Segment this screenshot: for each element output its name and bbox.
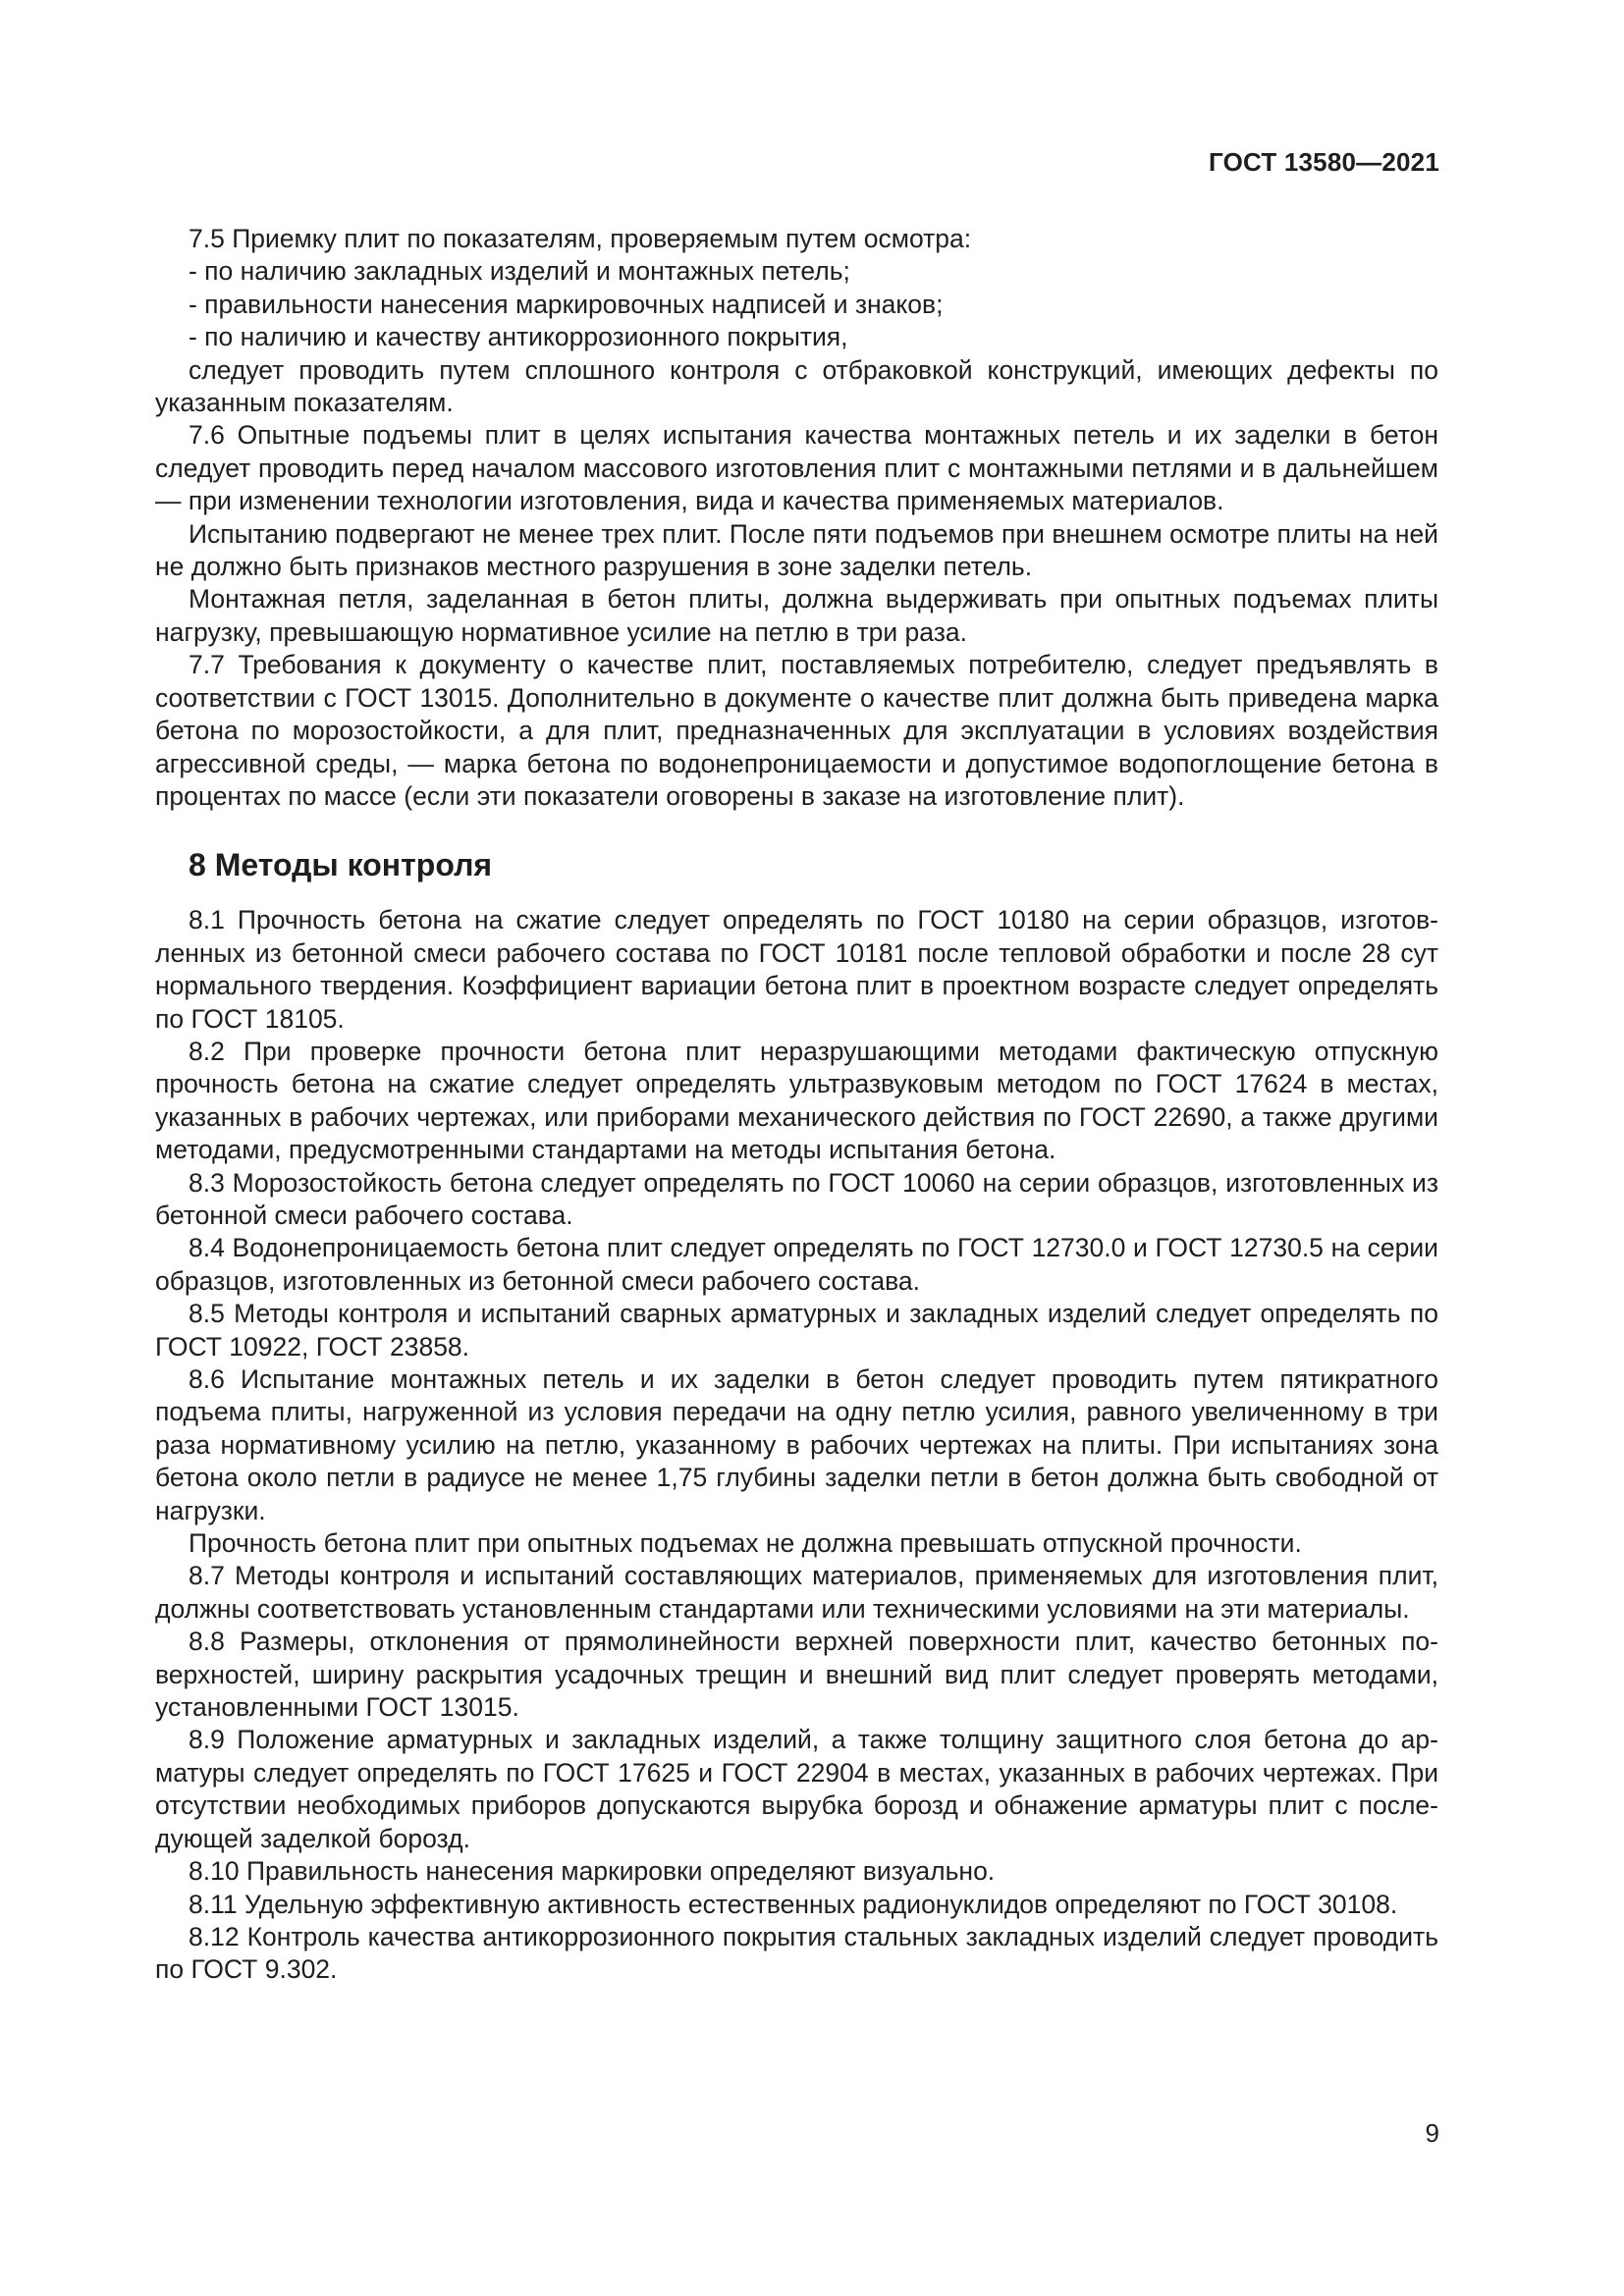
paragraph-8-6-b: Прочность бетона плит при опытных подъемах не должна превышать отпускной прочности. — [189, 1528, 1302, 1559]
paragraph-8-2: 8.2 При проверке прочности бетона плит неразрушающими методами фактическую отпускную прочность бетона на сжатие следует определять ультразвуковым методом по ГОСТ 17624 в местах, указанных в рабочих чертежах, или приборами механического действия по ГОСТ 22690, а также другими методами, предусмотренными стандартами на методы испытания бетона. — [155, 1036, 1438, 1165]
paragraph-8-6: 8.6 Испытание монтажных петель и их заделки в бетон следует проводить путем пятикратного подъема плиты, нагруженной из условия передачи на одну петлю усилия, равного увеличенному в три раза нормативному усилию на петлю, указанному в рабочих чертежах на плиты. При испытаниях зона бетона около петли в радиусе не менее 1,75 глубины заделки петли в бетон должна быть свободной от нагрузки. — [155, 1364, 1438, 1525]
paragraph-8-8: 8.8 Размеры, отклонения от прямолинейности верхней поверхности плит, качество бетонных поверхностей, ширину раскрытия усадочных трещин и внешний вид плит следует проверять методами, установленными ГОСТ 13015. — [155, 1627, 1438, 1723]
paragraph-8-1: 8.1 Прочность бетона на сжатие следует определять по ГОСТ 10180 на серии образцов, изготовленных из бетонной смеси рабочего состава по ГОСТ 10181 после тепловой обработки и после 28 сут нормального твердения. Коэффициент вариации бетона плит в проектном возрасте следует определять по ГОСТ 18105. — [155, 905, 1438, 1034]
paragraph-8-9: 8.9 Положение арматурных и закладных изделий, а также толщину защитного слоя бетона до арматуры следует определять по ГОСТ 17625 и ГОСТ 22904 в местах, указанных в рабочих чертежах. При отсутствии необходимых приборов допускаются вырубка борозд и обнажение арматуры плит с последующей заделкой борозд. — [155, 1725, 1438, 1853]
paragraph-8-7: 8.7 Методы контроля и испытаний составляющих материалов, применяемых для изготовления плит, должны соответствовать установленным стандартами или техническими условиями на эти материалы. — [155, 1561, 1438, 1624]
paragraph-7-6-c: Монтажная петля, заделанная в бетон плиты, должна выдерживать при опытных подъемах плиты нагрузку, превышающую нормативное усилие на петлю в три раза. — [155, 584, 1438, 647]
paragraph-8-11: 8.11 Удельную эффективную активность естественных радионуклидов определяют по ГОСТ 30108. — [189, 1889, 1398, 1919]
paragraph-8-3: 8.3 Морозостойкость бетона следует определять по ГОСТ 10060 на серии образцов, изготовленных из бетонной смеси рабочего состава. — [155, 1167, 1438, 1230]
paragraph-7-6: 7.6 Опытные подъемы плит в целях испытания качества монтажных петель и их заделки в бетон следует проводить перед началом массового изготовления плит с монтажными петлями и в дальнейшем — при изменении технологии изготовления, вида и качества применяемых материалов. — [155, 420, 1438, 516]
paragraph-8-4: 8.4 Водонепроницаемость бетона плит следует определять по ГОСТ 12730.0 и ГОСТ 12730.5 на серии образцов, изготовленных из бетонной смеси рабочего состава. — [155, 1233, 1438, 1296]
paragraph-8-5: 8.5 Методы контроля и испытаний сварных арматурных и закладных изделий следует определять по ГОСТ 10922, ГОСТ 23858. — [155, 1299, 1438, 1362]
paragraph-7-7: 7.7 Требования к документу о качестве плит, поставляемых потребителю, следует предъявлять в соответствии с ГОСТ 13015. Дополнительно в документе о качестве плит должна быть приведена марка бетона по морозостойкости, а для плит, предназначенных для эксплуатации в условиях воздействия агрессивной среды, — марка бетона по водонепроницаемости и допустимое водопоглощение бетона в процентах по массе (если эти показатели оговорены в заказе на изготовление плит). — [155, 650, 1438, 811]
list-item: - по наличию закладных изделий и монтажных петель; — [189, 256, 850, 287]
list-item: - правильности нанесения маркировочных надписей и знаков; — [189, 289, 944, 319]
paragraph-8-12: 8.12 Контроль качества антикоррозионного покрытия стальных закладных изделий следует проводить по ГОСТ 9.302. — [155, 1921, 1438, 1985]
paragraph-7-6-b: Испытанию подвергают не менее трех плит. После пяти подъемов при внешнем осмотре плиты на ней не должно быть признаков местного разрушения в зоне заделки петель. — [155, 518, 1438, 582]
paragraph-8-10: 8.10 Правильность нанесения маркировки определяют визуально. — [189, 1856, 996, 1887]
paragraph-7-5: 7.5 Приемку плит по показателям, проверяемым путем осмотра: — [189, 224, 972, 253]
paragraph-7-5-conclusion: следует проводить путем сплошного контроля с отбраковкой конструкций, имеющих дефекты по указанным показателям. — [155, 354, 1438, 418]
document-id-header: ГОСТ 13580—2021 — [1209, 147, 1439, 177]
section-8-heading: 8 Методы контроля — [189, 847, 493, 883]
document-body — [155, 223, 1438, 1987]
list-item: - по наличию и качеству антикоррозионного покрытия, — [189, 322, 848, 352]
page-number: 9 — [1425, 2118, 1439, 2148]
